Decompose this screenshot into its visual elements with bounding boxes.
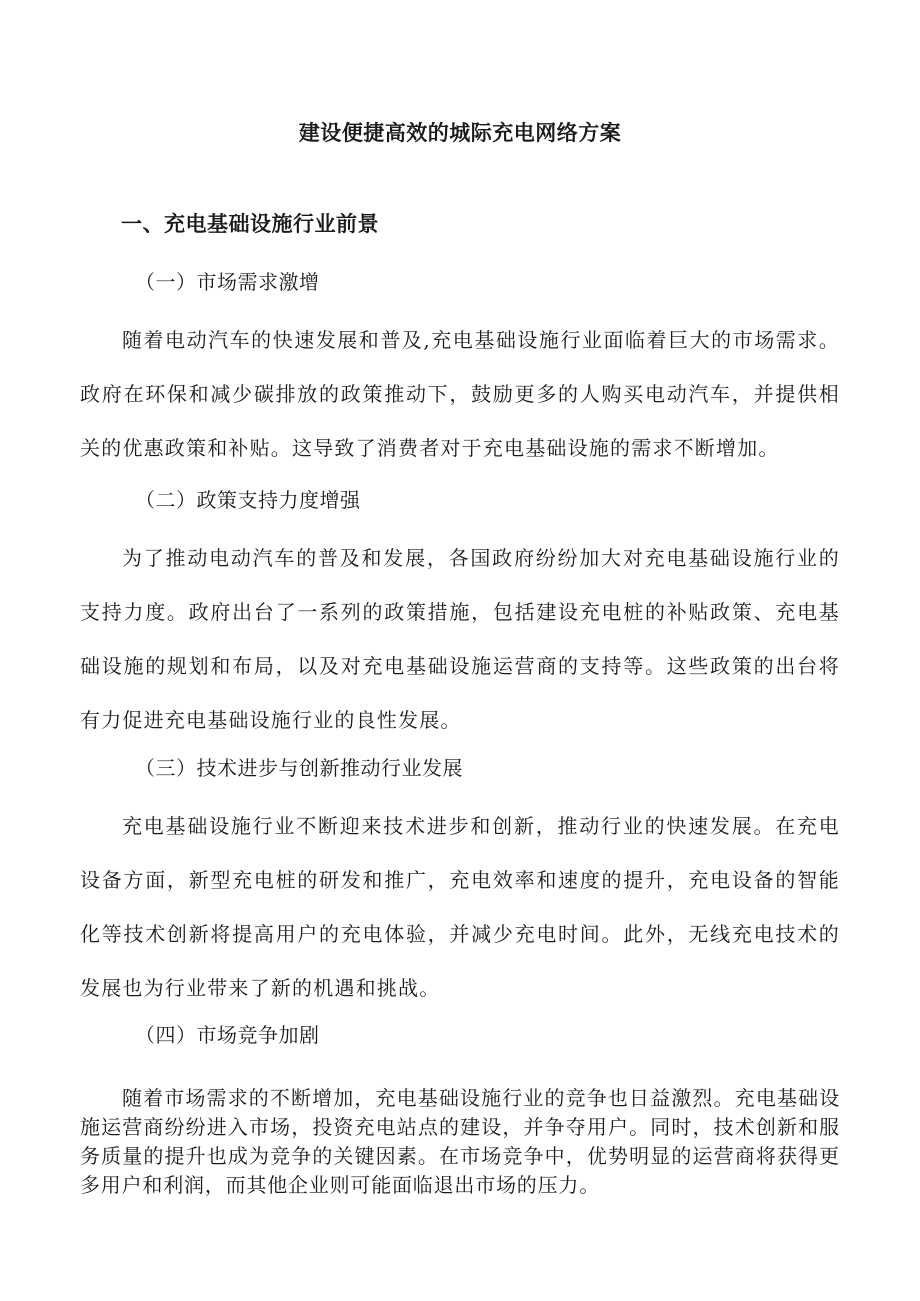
document-title: 建设便捷高效的城际充电网络方案 — [298, 120, 622, 145]
subsection-heading-2: （二）政策支持力度增强 — [135, 488, 361, 512]
paragraph-3: 充电基础设施行业不断迎来技术进步和创新，推动行业的快速发展。在充电设备方面，新型充电桩的研发和推广，充电效率和速度的提升，充电设备的智能化等技术创新将提高用户的充电体验，并减少充电时间。此外，无线充电技术的发展也为行业带来了新的机遇和挑战。 — [80, 814, 840, 1000]
paragraph-4: 随着市场需求的不断增加，充电基础设施行业的竞争也日益激烈。充电基础设施运营商纷纷进入市场，投资充电站点的建设，并争夺用户。同时，技术创新和服务质量的提升也成为竞争的关键因素。在市场竞争中，优势明显的运营商将获得更多用户和利润，而其他企业则可能面临退出市场的压力。 — [80, 1086, 840, 1197]
subsection-heading-4: （四）市场竞争加剧 — [135, 1023, 320, 1047]
subsection-heading-3: （三）技术进步与创新推动行业发展 — [135, 756, 463, 780]
section-heading: 一、充电基础设施行业前景 — [121, 211, 379, 236]
subsection-heading-1: （一）市场需求激增 — [135, 270, 320, 294]
paragraph-2: 为了推动电动汽车的普及和发展，各国政府纷纷加大对充电基础设施行业的支持力度。政府出台了一系列的政策措施，包括建设充电桩的补贴政策、充电基础设施的规划和布局，以及对充电基础设施运营商的支持等。这些政策的出台将有力促进充电基础设施行业的良性发展。 — [80, 546, 840, 732]
paragraph-1: 随着电动汽车的快速发展和普及,充电基础设施行业面临着巨大的市场需求。政府在环保和减少碳排放的政策推动下，鼓励更多的人购买电动汽车，并提供相关的优惠政策和补贴。这导致了消费者对于充电基础设施的需求不断增加。 — [80, 328, 840, 460]
